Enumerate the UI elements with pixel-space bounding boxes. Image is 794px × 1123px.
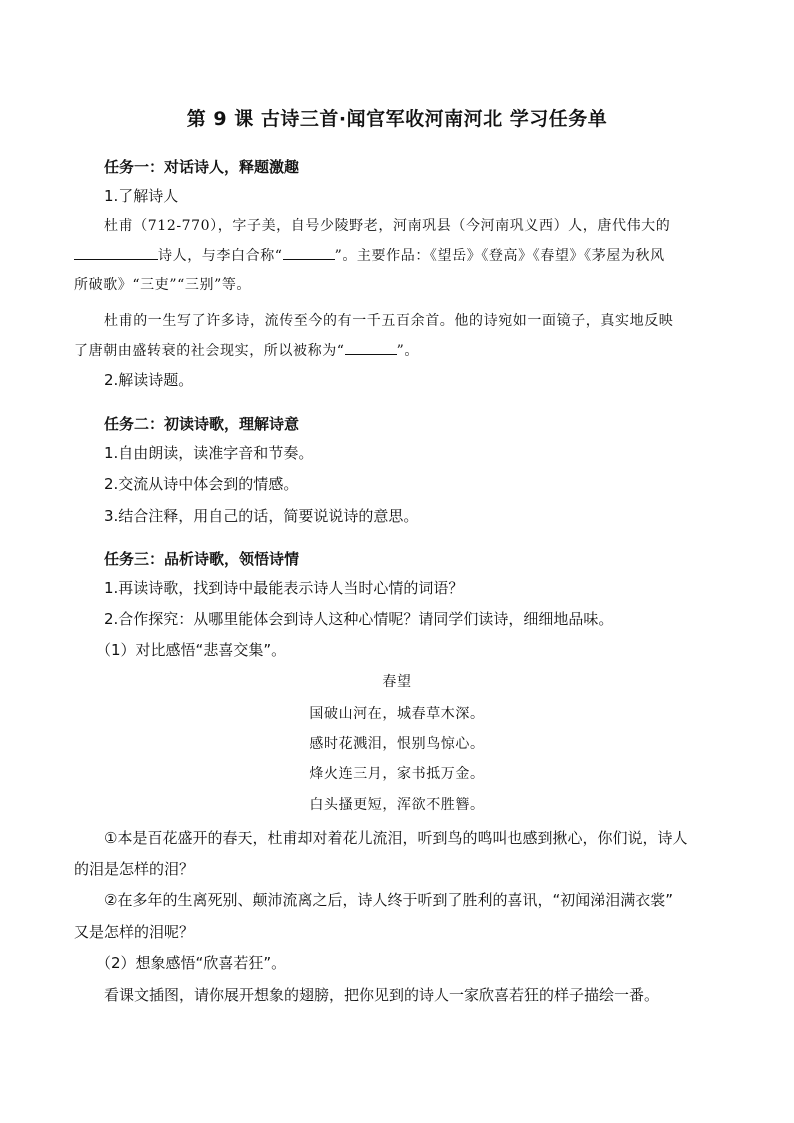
answer-blank[interactable] [74, 245, 158, 260]
poem-line: 感时花溅泪，恨别鸟惊心。 [309, 736, 485, 752]
poem-line: 国破山河在，城春草木深。 [309, 706, 485, 722]
poem-title: 春望 [382, 674, 412, 690]
question1-line1: ①本是百花盛开的春天，杜甫却对着花儿流泪，听到鸟的鸣叫也感到揪心，你们说，诗人 [104, 829, 688, 847]
task3-last-instruction: 看课文插图，请你展开想象的翅膀，把你见到的诗人一家欣喜若狂的样子描绘一番。 [104, 986, 660, 1004]
task1-heading: 任务一：对话诗人，释题激趣 [104, 158, 300, 176]
question2-line2: 又是怎样的泪呢？ [74, 923, 195, 941]
task1-bio-line3: 所破歌》“三吏”“三别”等。 [74, 277, 252, 293]
task2-item: 2.交流从诗中体会到的情感。 [104, 475, 299, 493]
task1-para2-line2 [74, 340, 419, 361]
poem-line: 白头搔更短，浑欲不胜簪。 [309, 797, 485, 813]
bio-line2-text-a: 诗人，与李白合称“ [158, 248, 283, 264]
bio-line2-text-b: ”。主要作品：《望岳》《登高》《春望》《茅屋为秋风 [334, 248, 665, 264]
task3-sub1: （1）对比感悟“悲喜交集”。 [96, 641, 287, 659]
question1-line2: 的泪是怎样的泪？ [74, 860, 195, 878]
question2-line1: ②在多年的生离死别、颠沛流离之后，诗人终于听到了胜利的喜讯，“初闻涕泪满衣裳” [104, 891, 673, 909]
task1-item1: 1.了解诗人 [104, 187, 179, 205]
task3-heading: 任务三：品析诗歌，领悟诗情 [104, 550, 300, 568]
task2-item: 3.结合注释，用自己的话，简要说说诗的意思。 [104, 507, 419, 525]
page-title: 第 9 课 古诗三首·闻官军收河南河北 学习任务单 [186, 108, 608, 130]
task2-item: 1.自由朗读，读准字音和节奏。 [104, 444, 314, 462]
poem-line: 烽火连三月，家书抵万金。 [309, 766, 485, 782]
task1-item2: 2.解读诗题。 [104, 371, 194, 389]
task1-bio-line2 [74, 245, 665, 266]
answer-blank[interactable] [345, 340, 397, 355]
answer-blank[interactable] [283, 245, 335, 260]
task1-bio-line1: 杜甫（712-770），字子美，自号少陵野老，河南巩县（今河南巩义西）人，唐代伟大的 [104, 218, 671, 234]
task3-item1: 1.再读诗歌，找到诗中最能表示诗人当时心情的词语？ [104, 579, 464, 597]
task2-heading: 任务二：初读诗歌，理解诗意 [104, 415, 300, 433]
para2-line2-text-a: 了唐朝由盛转衰的社会现实，所以被称为“ [74, 343, 345, 359]
task1-para2-line1: 杜甫的一生写了许多诗，流传至今的有一千五百余首。他的诗宛如一面镜子，真实地反映 [104, 313, 674, 329]
task3-sub2: （2）想象感悟“欣喜若狂”。 [96, 954, 287, 972]
para2-line2-text-b: ”。 [396, 343, 419, 359]
task3-item2: 2.合作探究：从哪里能体会到诗人这种心情呢？请同学们读诗，细细地品味。 [104, 610, 614, 628]
